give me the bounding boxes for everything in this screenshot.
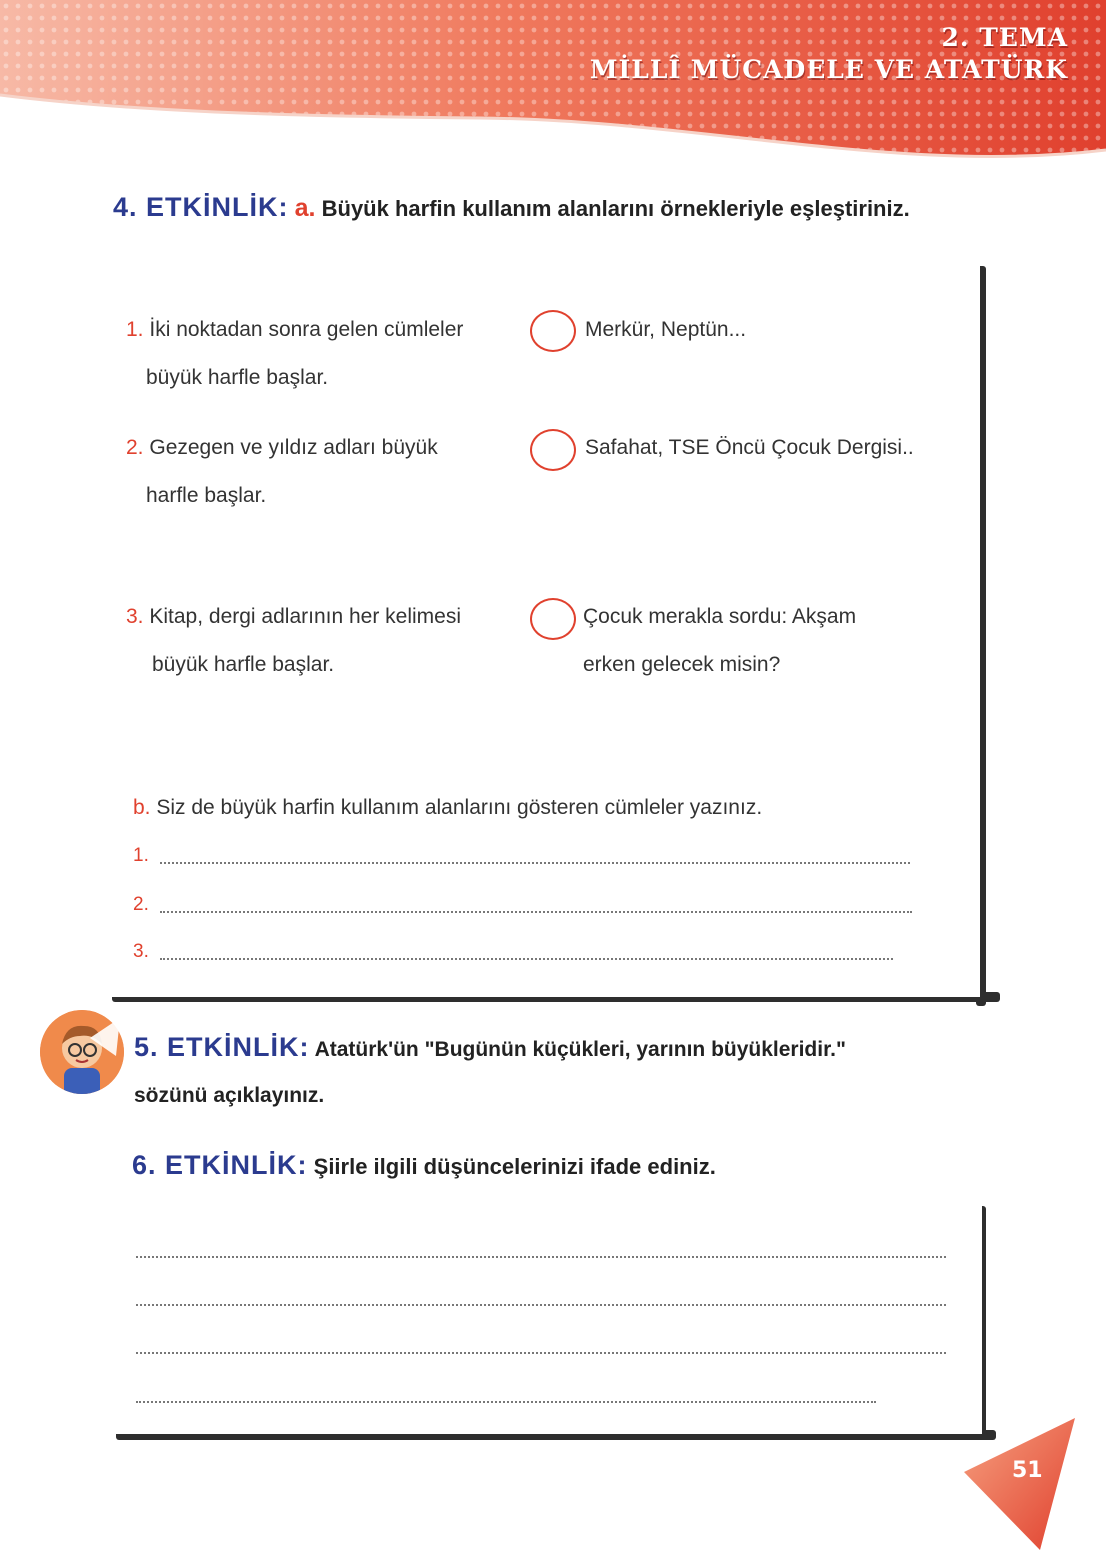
page-corner-triangle (960, 1410, 1106, 1560)
answer-text: Merkür, Neptün... (585, 318, 747, 341)
item-number: 1. (126, 318, 144, 341)
match-item-3 (126, 593, 461, 689)
item-text: Kitap, dergi adlarının her kelimesi (149, 605, 462, 628)
item-text: Gezegen ve yıldız adları büyük (149, 436, 438, 459)
activity4-part-b (133, 784, 762, 832)
activity6-number: 6. ETKİNLİK: (132, 1150, 308, 1180)
activity5-number: 5. ETKİNLİK: (134, 1032, 310, 1062)
writing-line-1[interactable] (136, 1256, 946, 1258)
item-text-cont: harfle başlar. (146, 484, 267, 507)
answer-text: Safahat, TSE Öncü Çocuk Dergisi.. (585, 436, 914, 459)
answer-circle-1[interactable] (530, 310, 576, 352)
part-b-text: Siz de büyük harfin kullanım alanlarını gösteren cümleler yazınız. (156, 796, 763, 819)
match-item-1 (126, 306, 463, 402)
line-number: 1. (133, 845, 149, 866)
writing-line-3[interactable] (136, 1352, 946, 1354)
activity4-number: 4. ETKİNLİK: (113, 192, 289, 222)
answer-line-1[interactable] (133, 845, 149, 867)
writing-line-4[interactable] (136, 1401, 876, 1403)
line-number: 2. (133, 894, 149, 915)
answer-text: Çocuk merakla sordu: Akşam (583, 605, 857, 628)
item-text-cont: büyük harfle başlar. (152, 653, 335, 676)
answer-line-2[interactable] (133, 894, 149, 916)
activity4-heading (113, 192, 910, 223)
activity6-text: Şiirle ilgili düşüncelerinizi ifade ediniz. (313, 1154, 716, 1179)
dotted-line (160, 911, 912, 913)
avatar-speech-tail-icon (90, 1016, 124, 1064)
theme-number: 2. TEMA (941, 23, 1068, 52)
line-number: 3. (133, 941, 149, 962)
activity5-text-cont: sözünü açıklayınız. (134, 1084, 325, 1107)
item-text: İki noktadan sonra gelen cümleler (149, 318, 464, 341)
part-b-label: b. (133, 796, 151, 819)
answer-option-3 (583, 593, 856, 689)
activity6-box (112, 1202, 982, 1434)
activity5-text: Atatürk'ün "Bugünün küçükleri, yarının büyükleridir." (314, 1038, 846, 1061)
item-number: 2. (126, 436, 144, 459)
answer-text-cont: erken gelecek misin? (583, 653, 781, 676)
match-item-2 (126, 424, 438, 520)
dotted-line (160, 958, 893, 960)
activity4-instruction: Büyük harfin kullanım alanlarını örnekleriyle eşleştiriniz. (321, 196, 910, 221)
page-number: 51 (1012, 1458, 1043, 1483)
answer-option-2 (585, 424, 914, 472)
activity4-sub-label: a. (294, 194, 316, 222)
item-text-cont: büyük harfle başlar. (146, 366, 329, 389)
writing-line-2[interactable] (136, 1304, 946, 1306)
answer-option-1 (585, 306, 746, 354)
answer-line-3[interactable] (133, 941, 149, 963)
dotted-line (160, 862, 910, 864)
answer-circle-3[interactable] (530, 598, 576, 640)
activity6-heading (132, 1150, 716, 1181)
theme-title (590, 22, 1068, 86)
item-number: 3. (126, 605, 144, 628)
theme-name: MİLLÎ MÜCADELE VE ATATÜRK (589, 55, 1068, 84)
answer-circle-2[interactable] (530, 429, 576, 471)
activity5-heading (134, 1032, 846, 1063)
